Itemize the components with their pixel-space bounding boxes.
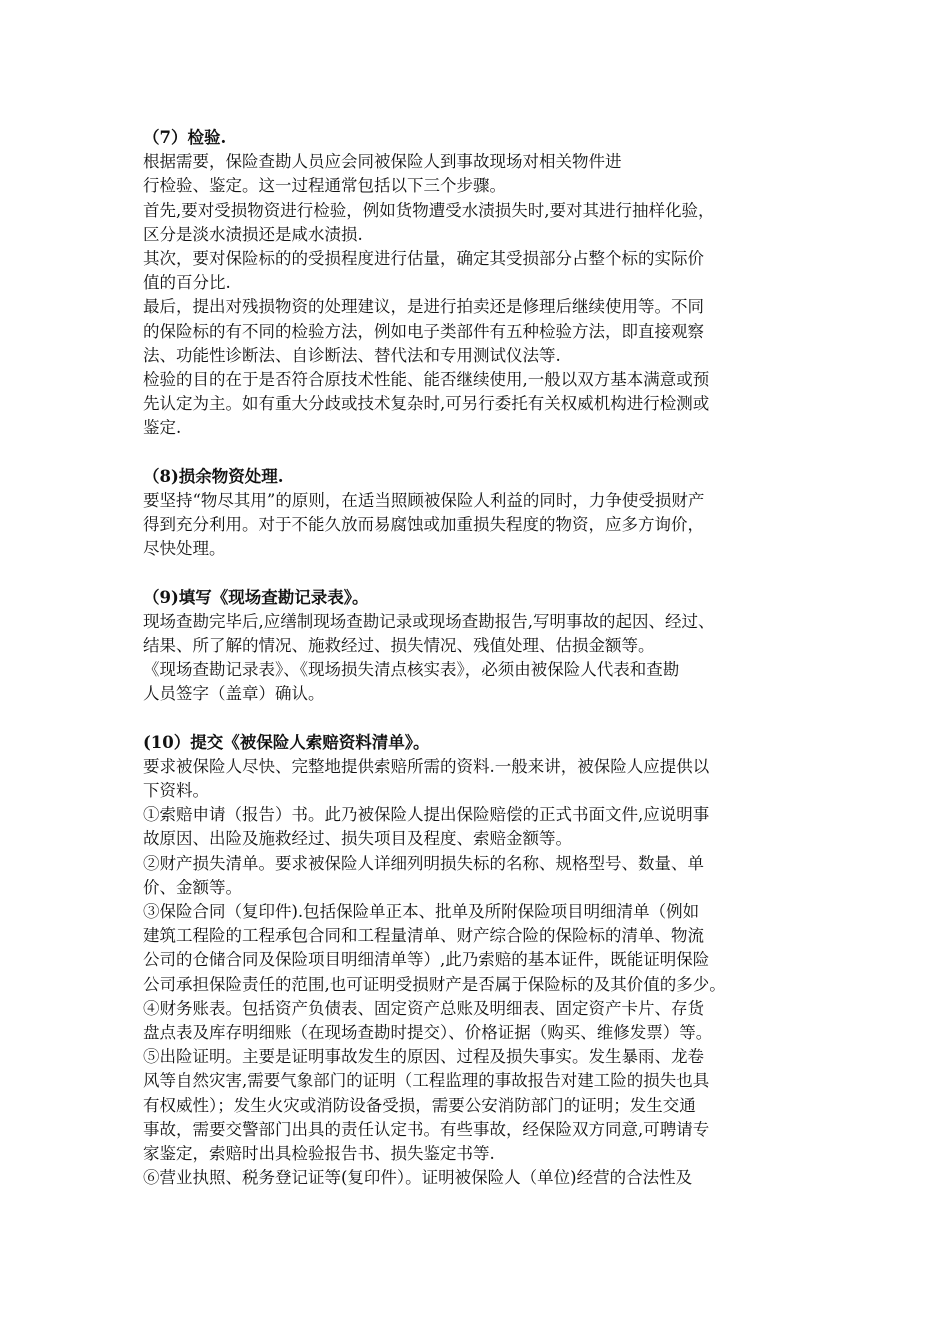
paragraph-line: 得到充分利用。对于不能久放而易腐蚀或加重损失程度的物资，应多方询价，: [143, 515, 704, 534]
paragraph-line: 有权威性）；发生火灾或消防设备受损，需要公安消防部门的证明；发生交通: [143, 1095, 696, 1115]
paragraph-line: 家鉴定，索赔时出具检验报告书、损失鉴定书等.: [143, 1143, 495, 1163]
paragraph-line: ⑤出险证明。主要是证明事故发生的原因、过程及损失事实。发生暴雨、龙卷: [143, 1047, 704, 1067]
paragraph-line: 《现场查勘记录表》、《现场损失清点核实表》，必须由被保险人代表和查勘: [143, 660, 680, 680]
document-section: [143, 586, 823, 707]
paragraph-line: 先认定为主。如有重大分歧或技术复杂时,可另行委托有关权威机构进行检测或: [143, 394, 710, 414]
paragraph-line: 根据需要，保险查勘人员应会同被保险人到事故现场对相关物件进: [143, 152, 622, 172]
paragraph-line: 公司的仓储合同及保险项目明细清单等）,此乃索赔的基本证件，既能证明保险: [143, 950, 710, 970]
paragraph-line: 下资料。: [143, 781, 209, 801]
section-heading: （7）检验.: [143, 128, 227, 147]
paragraph-line: 价、金额等。: [143, 877, 242, 897]
paragraph-line: 的保险标的有不同的检验方法，例如电子类部件有五种检验方法，即直接观察: [143, 321, 704, 341]
section-heading: (10）提交《被保险人索赔资料清单》。: [143, 732, 430, 752]
paragraph-line: 结果、所了解的情况、施救经过、损失情况、残值处理、估损金额等。: [143, 635, 655, 655]
paragraph-line: ②财产损失清单。要求被保险人详细列明损失标的名称、规格型号、数量、单: [143, 853, 704, 873]
paragraph-line: 要坚持“物尽其用”的原则，在适当照顾被保险人利益的同时，力争使受损财产: [143, 490, 705, 510]
paragraph-line: 最后，提出对残损物资的处理建议，是进行拍卖还是修理后继续使用等。不同: [143, 297, 704, 317]
paragraph-line: 尽快处理。: [143, 539, 226, 559]
paragraph-line: 首先,要对受损物资进行检验，例如货物遭受水渍损失时,要对其进行抽样化验，: [143, 200, 715, 220]
paragraph-line: 事故，需要交警部门出具的责任认定书。有些事故，经保险双方同意,可聘请专: [143, 1119, 710, 1139]
paragraph-line: 鉴定.: [143, 418, 182, 438]
paragraph-line: 建筑工程险的工程承包合同和工程量清单、财产综合险的保险标的清单、物流: [143, 926, 704, 946]
paragraph-line: 要求被保险人尽快、完整地提供索赔所需的资料.一般来讲，被保险人应提供以: [143, 756, 710, 776]
paragraph-line: 行检验、鉴定。这一过程通常包括以下三个步骤。: [143, 176, 506, 196]
document-body: [143, 126, 823, 1190]
section-heading: （9)填写《现场查勘记录表》。: [143, 587, 369, 607]
paragraph-line: 值的百分比.: [143, 273, 231, 293]
paragraph-line: 故原因、出险及施救经过、损失项目及程度、索赔金额等。: [143, 829, 572, 849]
section-spacer: [143, 561, 823, 585]
section-spacer: [143, 440, 823, 464]
paragraph-line: ⑥营业执照、税务登记证等(复印件）。证明被保险人（单位)经营的合法性及: [143, 1168, 693, 1188]
paragraph-line: 检验的目的在于是否符合原技术性能、能否继续使用,一般以双方基本满意或预: [143, 369, 710, 389]
paragraph-line: 公司承担保险责任的范围,也可证明受损财产是否属于保险标的及其价值的多少。: [143, 974, 726, 994]
document-section: [143, 731, 823, 1191]
section-heading: （8)损余物资处理.: [143, 466, 284, 486]
paragraph-line: 其次，要对保险标的的受损程度进行估量，确定其受损部分占整个标的实际价: [143, 248, 704, 268]
section-spacer: [143, 707, 823, 731]
paragraph-line: 盘点表及库存明细账（在现场查勘时提交）、价格证据（购买、维修发票）等。: [143, 1022, 713, 1042]
paragraph-line: 区分是淡水渍损还是咸水渍损.: [143, 224, 363, 244]
paragraph-line: ④财务账表。包括资产负债表、固定资产总账及明细表、固定资产卡片、存货: [143, 998, 704, 1018]
paragraph-line: ③保险合同（复印件).包括保险单正本、批单及所附保险项目明细清单（例如: [143, 902, 700, 921]
document-section: [143, 126, 823, 440]
document-section: [143, 465, 823, 562]
paragraph-line: ①索赔申请（报告）书。此乃被保险人提出保险赔偿的正式书面文件,应说明事: [143, 805, 710, 825]
paragraph-line: 现场查勘完毕后,应缮制现场查勘记录或现场查勘报告,写明事故的起因、经过、: [143, 611, 715, 631]
paragraph-line: 法、功能性诊断法、自诊断法、替代法和专用测试仪法等.: [143, 345, 561, 365]
paragraph-line: 风等自然灾害,需要气象部门的证明（工程监理的事故报告对建工险的损失也具: [143, 1071, 710, 1091]
paragraph-line: 人员签字（盖章）确认。: [143, 684, 325, 704]
